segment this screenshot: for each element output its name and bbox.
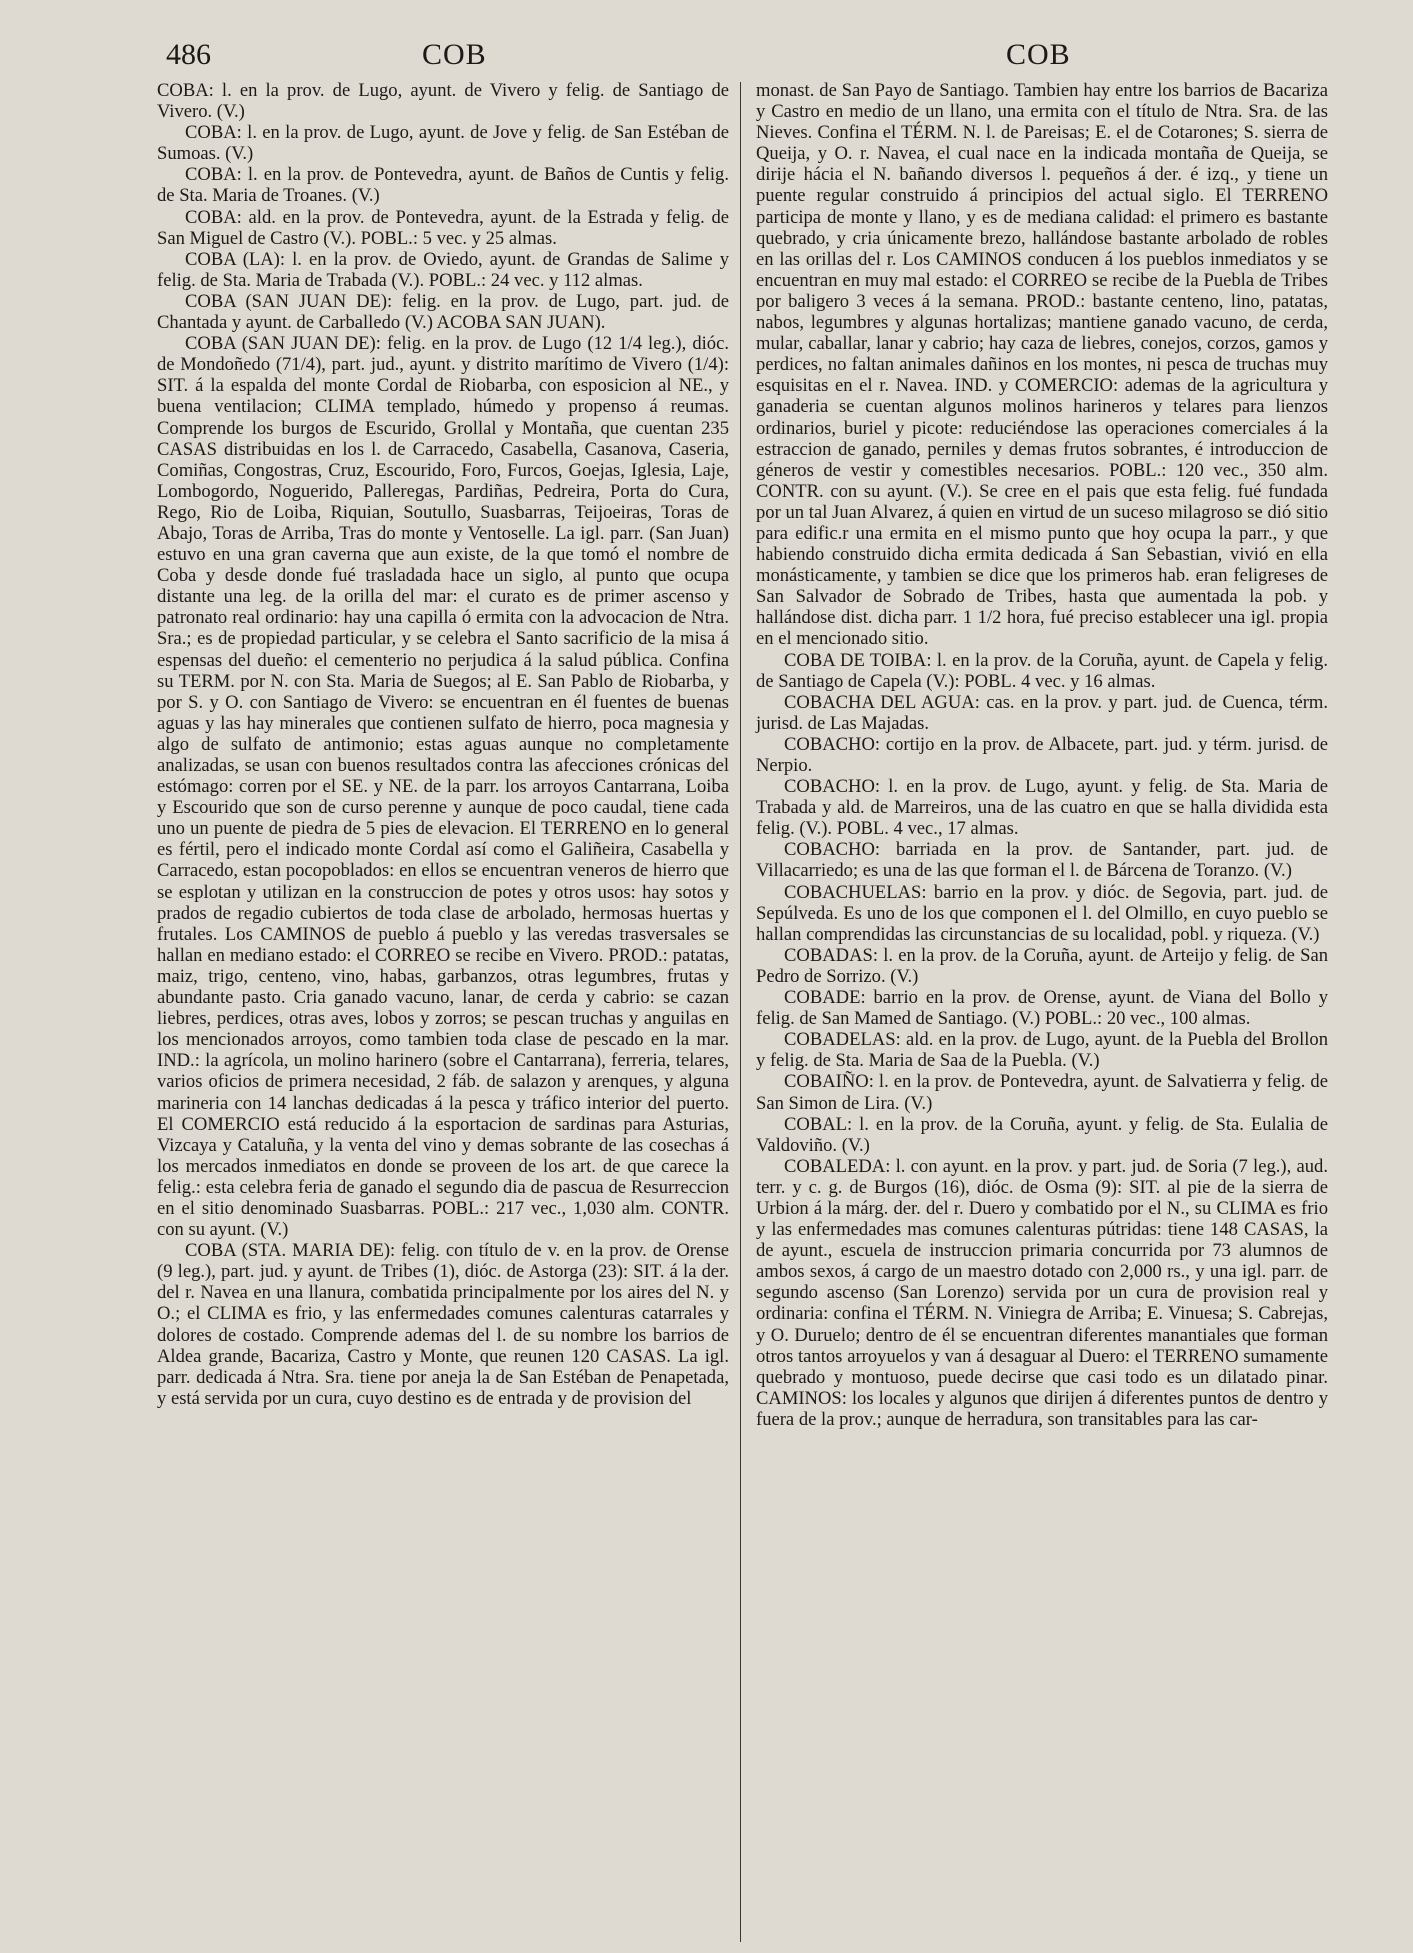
entry: COBACHUELAS: barrio en la prov. y dióc. de Segovia, part. jud. de Sepúlveda. Es uno de los que componen el l. del Olmillo, en cuyo pueblo se hallan comprendidas las circunstancias de su localidad, pobl. y riqueza. (V.) [756,881,1328,945]
entry: COBAL: l. en la prov. de la Coruña, ayunt. y felig. de Sta. Eulalia de Valdoviño. (V.) [756,1113,1328,1156]
entry: COBA (LA): l. en la prov. de Oviedo, ayunt. de Grandas de Salime y felig. de Sta. Maria de Trabada (V.). POBL.: 24 vec. y 112 almas. [157,248,729,291]
column-divider [740,82,741,1942]
entry: COBA (SAN JUAN DE): felig. en la prov. de Lugo (12 1/4 leg.), dióc. de Mondoñedo (71/4), part. jud., ayunt. y distrito marítimo de Vivero (1/4): SIT. á la espalda del monte Cordal de Riobarba, con esposicion al NE., y buena ventilacion; CLIMA templado, húmedo y propenso á reumas. Comprende los burgos de Escurido, Grollal y Montaña, que cuentan 235 CASAS distribuidas en los l. de Carracedo, Casabella, Casanova, Caseria, Comiñas, Congostras, Cruz, Escourido, Foro, Furcos, Goejas, Iglesia, Laje, Lombogordo, Noguerido, Palleregas, Pardiñas, Pedreira, Porta do Cura, Rego, Rio de Loiba, Riquian, Soutullo, Suasbarras, Teijoeiras, Toras de Abajo, Toras de Arriba, Tras do monte y Ventoselle. La igl. parr. (San Juan) estuvo en una gran caverna que aun existe, de la que tomó el nombre de Coba y desde donde fué trasladada hace un siglo, al punto que ocupa distante una leg. de la orilla del mar: el curato es de primer ascenso y patronato real ordinario: hay una capilla ó ermita con la advocacion de Ntra. Sra.; es de propiedad particular, y se celebra el Santo sacrificio de la misa á espensas del dueño: el cementerio no perjudica á la salud pública. Confina su TERM. por N. con Sta. Maria de Suegos; al E. San Pablo de Riobarba, y por S. y O. con Santiago de Vivero: se encuentran en él fuentes de buenas aguas y las hay minerales que contienen sulfato de hierro, poca magnesia y algo de sulfato de antimonio; estas aguas aunque no completamente analizadas, se usan con buenos resultados contra las afecciones crónicas del estómago: corren por el SE. y NE. de la parr. los arroyos Cantarrana, Loiba y Escourido que son de curso perenne y aunque de poco caudal, tiene cada uno un puente de piedra de 5 pies de elevacion. El TERRENO en lo general es fértil, pero el indicado monte Cordal así como el Galiñeira, Casabella y Carracedo, estan pocopoblados: en ellos se encuentran veneros de hierro que se esplotan y utilizan en la construccion de potes y otros usos: hay sotos y prados de regadio cubiertos de toda clase de arbolado, hermosas huertas y frutales. Los CAMINOS de pueblo á pueblo y las veredas trasversales se hallan en mediano estado: el CORREO se recibe en Vivero. PROD.: patatas, maiz, trigo, centeno, vino, habas, garbanzos, otras legumbres, frutas y abundante pasto. Cria ganado vacuno, lanar, de cerda y cabrio: se cazan liebres, perdices, otras aves, lobos y zorros; se pescan truchas y anguilas en los mencionados arroyos, como tambien toda clase de pescado en la mar. IND.: la agrícola, un molino harinero (sobre el Cantarrana), ferreria, telares, varios oficios de primera necesidad, 2 fáb. de salazon y arenques, y alguna marineria con 14 lanchas dedicadas á la pesca y tráfico interior del puerto. El COMERCIO está reducido á la esportacion de sardinas para Asturias, Vizcaya y Cataluña, y la venta del vino y demas sobrante de las cosechas á los mercados inmediatos en donde se proveen de los art. de que carece la felig.: esta celebra feria de ganado el segundo dia de pascua de Resurreccion en el sitio denominado Suasbarras. POBL.: 217 vec., 1,030 alm. CONTR. con su ayunt. (V.) [157,333,729,1241]
entry: COBACHA DEL AGUA: cas. en la prov. y part. jud. de Cuenca, térm. jurisd. de Las Majadas. [756,691,1328,734]
entry: COBA: ald. en la prov. de Pontevedra, ayunt. de la Estrada y felig. de San Miguel de Castro (V.). POBL.: 5 vec. y 25 almas. [157,206,729,249]
running-head-left: COB [422,38,487,71]
running-head-right: COB [1006,38,1071,71]
entry: COBACHO: cortijo en la prov. de Albacete, part. jud. y térm. jurisd. de Nerpio. [756,733,1328,776]
entry: COBADELAS: ald. en la prov. de Lugo, ayunt. de la Puebla del Brollon y felig. de Sta. Maria de Saa de la Puebla. (V.) [756,1029,1328,1072]
entry: COBA: l. en la prov. de Lugo, ayunt. de Vivero y felig. de Santiago de Vivero. (V.) [157,80,729,123]
entry: COBA (SAN JUAN DE): felig. en la prov. de Lugo, part. jud. de Chantada y ayunt. de Carballedo (V.) ACOBA SAN JUAN). [157,290,729,334]
entry: COBACHO: l. en la prov. de Lugo, ayunt. y felig. de Sta. Maria de Trabada y ald. de Marreiros, una de las cuatro en que se halla dividida esta felig. (V.). POBL. 4 vec., 17 almas. [756,776,1328,840]
page-number: 486 [166,38,211,71]
entry: COBADAS: l. en la prov. de la Coruña, ayunt. de Arteijo y felig. de San Pedro de Sorrizo. (V.) [756,944,1328,987]
entry: COBAIÑO: l. en la prov. de Pontevedra, ayunt. de Salvatierra y felig. de San Simon de Lira. (V.) [756,1071,1328,1114]
entry: COBA DE TOIBA: l. en la prov. de la Coruña, ayunt. de Capela y felig. de Santiago de Capela (V.): POBL. 4 vec. y 16 almas. [756,649,1328,692]
right-column [756,80,1328,1430]
page-header [0,38,1413,80]
entry-continuation: monast. de San Payo de Santiago. Tambien hay entre los barrios de Bacariza y Castro en medio de un llano, una ermita con el título de Ntra. Sra. de las Nieves. Confina el TÉRM. N. l. de Pareisas; E. el de Cotarones; S. sierra de Queija, y O. r. Navea, el cual nace en la indicada montaña de Queija, se dirije hácia el N. bañando diversos l. pequeños á der. é izq., y tiene un puente regular construido á principios del actual siglo. El TERRENO participa de monte y llano, y es de mediana calidad: el primero es bastante quebrado, y cria únicamente brezo, hallándose bastante arbolado de robles en las orillas del r. Los CAMINOS conducen á los pueblos inmediatos y se encuentran en muy mal estado: el CORREO se recibe de la Puebla de Tribes por baligero 3 veces á la semana. PROD.: bastante centeno, lino, patatas, nabos, legumbres y algunas hortalizas; mantiene ganado vacuno, de cerda, mular, caballar, lanar y cabrio; hay caza de liebres, conejos, corzos, gamos y perdices, no faltan animales dañinos en los montes, ni pesca de truchas muy esquisitas en el r. Navea. IND. y COMERCIO: ademas de la agricultura y ganaderia se cuentan algunos molinos harineros y telares para lienzos ordinarios, buriel y picote: reduciéndose las operaciones comerciales á la estraccion de ganado, perniles y demas frutos sobrantes, é introduccion de géneros de vestir y comestibles necesarios. POBL.: 120 vec., 350 alm. CONTR. con su ayunt. (V.). Se cree en el pais que esta felig. fué fundada por un tal Juan Alvarez, á quien en virtud de un suceso milagroso se dió sitio para edific.r una ermita en el mismo punto que hoy ocupa la parr., y que habiendo construido dicha ermita dedicada á San Sebastian, vivió en ella monásticamente, y tambien se dice que los primeros hab. eran feligreses de San Salvador de Sobrado de Tribes, hasta que aumentada la pob. y hallándose dist. dicha parr. 1 1/2 hora, fué preciso establecer una igl. propia en el mencionado sitio. [756,80,1328,650]
entry: COBA: l. en la prov. de Lugo, ayunt. de Jove y felig. de San Estéban de Sumoas. (V.) [157,122,729,165]
entry: COBA: l. en la prov. de Pontevedra, ayunt. de Baños de Cuntis y felig. de Sta. Maria de Troanes. (V.) [157,164,729,207]
entry: COBADE: barrio en la prov. de Orense, ayunt. de Viana del Bollo y felig. de San Mamed de Santiago. (V.) POBL.: 20 vec., 100 almas. [756,987,1328,1030]
entry: COBACHO: barriada en la prov. de Santander, part. jud. de Villacarriedo; es una de las que forman el l. de Bárcena de Toranzo. (V.) [756,839,1328,882]
entry: COBA (STA. MARIA DE): felig. con título de v. en la prov. de Orense (9 leg.), part. jud. y ayunt. de Tribes (1), dióc. de Astorga (23): SIT. á la der. del r. Navea en una llanura, combatida principalmente por los aires del N. y O.; el CLIMA es frio, y las enfermedades comunes calenturas catarrales y dolores de costado. Comprende ademas del l. de su nombre los barrios de Aldea grande, Bacariza, Castro y Monte, que reunen 120 CASAS. La igl. parr. dedicada á Ntra. Sra. tiene por aneja la de San Estéban de Penapetada, y está servida por un cura, cuyo destino es de entrada y de provision del [157,1240,729,1409]
left-column [157,80,729,1409]
entry: COBALEDA: l. con ayunt. en la prov. y part. jud. de Soria (7 leg.), aud. terr. y c. g. de Burgos (16), dióc. de Osma (9): SIT. al pie de la sierra de Urbion á la márg. der. del r. Duero y combatido por el N., su CLIMA es frio y las enfermedades mas comunes calenturas pútridas: tiene 148 CASAS, la de ayunt., escuela de instruccion primaria concurrida por 73 alumnos de ambos sexos, á cargo de un maestro dotado con 2,000 rs., y una igl. parr. de segundo ascenso (San Lorenzo) servida por un cura de provision real y ordinaria: confina el TÉRM. N. Viniegra de Arriba; E. Vinuesa; S. Cabrejas, y O. Duruelo; dentro de él se encuentran diferentes manantiales que forman otros tantos arroyuelos y van á desaguar al Duero: el TERRENO sumamente quebrado y montuoso, puede decirse que casi todo es un dilatado pinar. CAMINOS: los locales y algunos que dirijen á diferentes puntos de dentro y fuera de la prov.; aunque de herradura, son transitables para las car- [756,1155,1328,1430]
